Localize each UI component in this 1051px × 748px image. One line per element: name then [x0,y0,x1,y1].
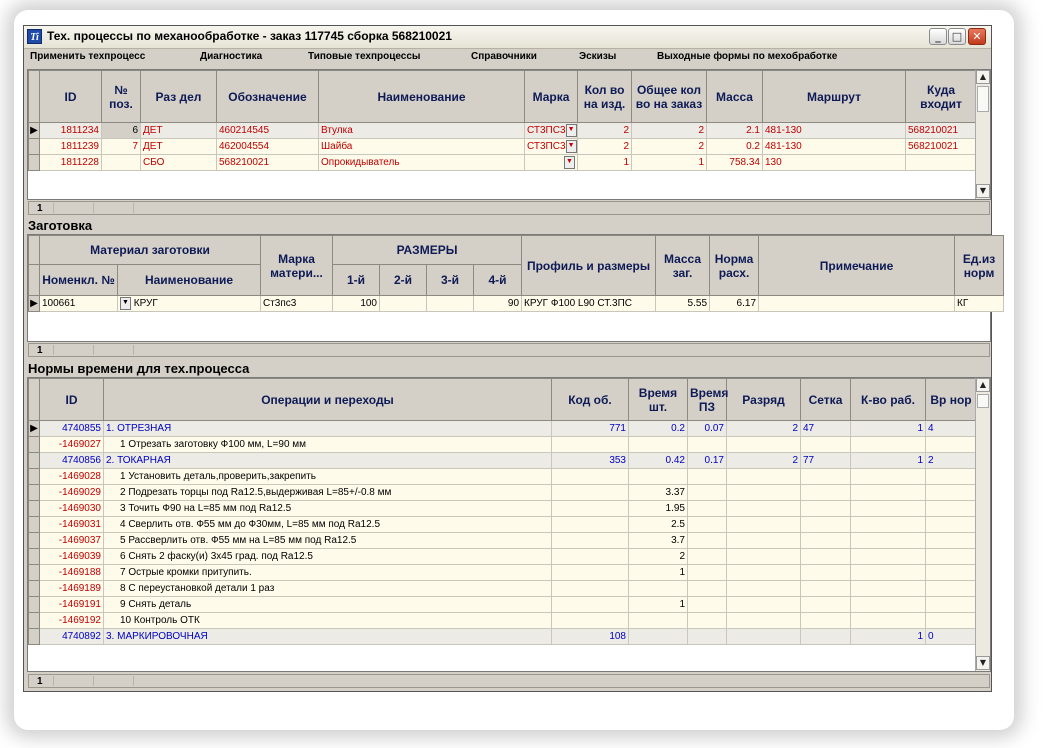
scroll-thumb[interactable] [977,86,989,112]
scroll-down-icon[interactable]: ▼ [976,184,990,198]
table-row[interactable] [29,549,977,565]
close-button[interactable]: ✕ [968,28,986,45]
op-name[interactable]: 6 Снять 2 фаску(и) 3х45 град. под Ra12.5 [104,549,552,565]
op-workers[interactable] [851,517,926,533]
op-id[interactable]: -1469028 [40,469,104,485]
part-pos[interactable] [102,155,141,171]
op-id[interactable]: 4740856 [40,453,104,469]
norms-navigator[interactable] [28,674,990,688]
col-unit[interactable]: Ед.из норм [955,236,1004,296]
blank-size-2[interactable] [380,296,427,312]
parts-scrollbar[interactable] [975,70,990,199]
menu-apply-process[interactable]: Применить техпроцесс [30,51,146,62]
op-extra[interactable] [926,581,977,597]
op-name[interactable]: 3. МАРКИРОВОЧНАЯ [104,629,552,645]
op-id[interactable]: -1469039 [40,549,104,565]
op-grade[interactable] [727,549,801,565]
part-mass[interactable]: 758.34 [707,155,763,171]
op-code[interactable] [552,597,629,613]
col-pos[interactable]: № поз. [102,71,141,123]
op-workers[interactable] [851,581,926,597]
col-size-3[interactable]: 3-й [427,265,474,296]
table-row[interactable] [29,437,977,453]
col-size-1[interactable]: 1-й [333,265,380,296]
op-code[interactable]: 108 [552,629,629,645]
op-grid[interactable] [801,629,851,645]
blank-name[interactable] [118,296,261,312]
part-qty-per[interactable]: 2 [578,139,632,155]
menu-bar [24,49,991,66]
blank-mass[interactable]: 5.55 [656,296,710,312]
part-designation[interactable]: 460214545 [217,123,319,139]
op-extra[interactable] [926,597,977,613]
col-workers[interactable]: К-во раб. [851,379,926,421]
op-name[interactable]: 4 Сверлить отв. Ф55 мм до Ф30мм, L=85 мм под Ra12.5 [104,517,552,533]
table-row[interactable] [29,453,977,469]
col-blank-name[interactable]: Наименование [118,265,261,296]
op-time-pc[interactable] [629,629,688,645]
op-grid[interactable]: 77 [801,453,851,469]
op-grid[interactable] [801,533,851,549]
part-id[interactable]: 1811239 [40,139,102,155]
part-mark-value: СТ3ПС3 [527,141,566,152]
op-time-pc[interactable]: 3.7 [629,533,688,549]
op-name[interactable]: 2. ТОКАРНАЯ [104,453,552,469]
col-id[interactable]: ID [40,71,102,123]
col-route[interactable]: Маршрут [763,71,906,123]
op-time-pz[interactable] [688,501,727,517]
blank-size-3[interactable] [427,296,474,312]
parts-navigator[interactable] [28,201,990,215]
col-qty-total[interactable]: Общее кол во на заказ [632,71,707,123]
blank-note[interactable] [759,296,955,312]
norms-scrollbar[interactable] [975,378,990,671]
blank-size-4[interactable]: 90 [474,296,522,312]
op-name[interactable]: 10 Контроль ОТК [104,613,552,629]
col-size-4[interactable]: 4-й [474,265,522,296]
col-nomencl[interactable]: Номенкл. № [40,265,118,296]
row-pointer-icon: ▶ [29,296,40,312]
blank-navigator[interactable] [28,343,990,357]
op-time-pc[interactable] [629,437,688,453]
op-extra[interactable] [926,565,977,581]
op-workers[interactable] [851,533,926,549]
op-id[interactable]: -1469037 [40,533,104,549]
blank-nomencl[interactable] [40,296,118,312]
op-workers[interactable] [851,597,926,613]
blank-norm[interactable]: 6.17 [710,296,759,312]
op-grid[interactable] [801,485,851,501]
part-id[interactable]: 1811228 [40,155,102,171]
table-row[interactable] [29,629,977,645]
op-grid[interactable] [801,597,851,613]
part-qty-total[interactable]: 2 [632,123,707,139]
dropdown-arrow-icon[interactable]: ▼ [566,124,577,137]
op-time-pc[interactable]: 0.2 [629,421,688,437]
table-row[interactable] [29,597,977,613]
col-time-pz[interactable]: Время ПЗ [688,379,727,421]
menu-output-forms[interactable]: Выходные формы по мехобработке [657,51,838,62]
scroll-up-icon[interactable]: ▲ [976,378,990,392]
op-time-pz[interactable] [688,549,727,565]
col-material[interactable]: Материал заготовки [40,236,261,265]
op-grade[interactable] [727,437,801,453]
op-time-pc[interactable] [629,581,688,597]
op-extra[interactable] [926,501,977,517]
blank-section-title: Заготовка [28,218,93,233]
col-blank-mass[interactable]: Масса заг. [656,236,710,296]
op-grade[interactable] [727,597,801,613]
op-id[interactable]: -1469192 [40,613,104,629]
op-time-pc[interactable]: 2.5 [629,517,688,533]
part-section[interactable]: ДЕТ [141,123,217,139]
op-extra[interactable] [926,437,977,453]
op-grid[interactable] [801,565,851,581]
table-row[interactable] [29,155,977,171]
scroll-thumb[interactable] [977,394,989,408]
part-name[interactable]: Опрокидыватель [319,155,525,171]
op-code[interactable] [552,549,629,565]
col-mark[interactable]: Марка [525,71,578,123]
part-mark[interactable] [525,139,578,155]
op-extra[interactable] [926,549,977,565]
dropdown-arrow-icon[interactable]: ▼ [120,297,131,310]
op-time-pz[interactable] [688,581,727,597]
op-code[interactable]: 353 [552,453,629,469]
op-workers[interactable] [851,613,926,629]
op-workers[interactable] [851,437,926,453]
op-grid[interactable] [801,581,851,597]
op-grade[interactable] [727,581,801,597]
part-route[interactable]: 130 [763,155,906,171]
op-grade[interactable] [727,533,801,549]
col-size-2[interactable]: 2-й [380,265,427,296]
col-designation[interactable]: Обозначение [217,71,319,123]
op-grade[interactable] [727,629,801,645]
menu-diagnostics[interactable]: Диагностика [200,51,263,62]
part-section[interactable]: СБО [141,155,217,171]
dropdown-arrow-icon[interactable]: ▼ [564,156,575,169]
op-name[interactable]: 8 С переустановкой детали 1 раз [104,581,552,597]
row-pointer-icon: ▶ [29,123,40,139]
op-id[interactable]: -1469027 [40,437,104,453]
page-number: 1 [37,203,43,214]
op-time-pc[interactable]: 2 [629,549,688,565]
op-name[interactable]: 5 Рассверлить отв. Ф55 мм на L=85 мм под Ra12.5 [104,533,552,549]
op-time-pc[interactable]: 0.42 [629,453,688,469]
col-name[interactable]: Наименование [319,71,525,123]
op-code[interactable] [552,501,629,517]
table-row[interactable] [29,139,977,155]
op-time-pc[interactable]: 1 [629,565,688,581]
col-note[interactable]: Примечание [759,236,955,296]
op-code[interactable]: 771 [552,421,629,437]
part-qty-per[interactable]: 2 [578,123,632,139]
page-number: 1 [37,676,43,687]
op-code[interactable] [552,437,629,453]
op-name[interactable]: 1. ОТРЕЗНАЯ [104,421,552,437]
op-grade[interactable]: 2 [727,421,801,437]
op-name[interactable]: 7 Острые кромки притупить. [104,565,552,581]
part-mass[interactable]: 0.2 [707,139,763,155]
part-dest[interactable]: 568210021 [906,123,977,139]
blank-nomencl-value: 100661 [42,298,76,309]
op-time-pc[interactable] [629,613,688,629]
app-icon[interactable]: Ti [27,29,42,44]
part-pos[interactable]: 7 [102,139,141,155]
col-operations[interactable]: Операции и переходы [104,379,552,421]
op-extra[interactable] [926,613,977,629]
part-designation[interactable]: 462004554 [217,139,319,155]
op-extra[interactable] [926,469,977,485]
col-material-mark[interactable]: Марка матери... [261,236,333,296]
part-id[interactable]: 1811234 [40,123,102,139]
op-grade[interactable]: 2 [727,453,801,469]
norms-section-title: Нормы времени для тех.процесса [28,361,250,376]
op-time-pz[interactable] [688,597,727,613]
blank-grid [27,234,996,342]
part-name[interactable]: Шайба [319,139,525,155]
op-workers[interactable] [851,501,926,517]
op-grade[interactable] [727,501,801,517]
table-row[interactable] [29,613,977,629]
op-time-pz[interactable] [688,517,727,533]
parts-grid [27,69,991,200]
part-mark[interactable] [525,123,578,139]
op-extra[interactable]: 4 [926,421,977,437]
op-id[interactable]: -1469188 [40,565,104,581]
op-name[interactable]: 1 Отрезать заготовку Ф100 мм, L=90 мм [104,437,552,453]
op-time-pz[interactable] [688,437,727,453]
part-dest[interactable]: 568210021 [906,139,977,155]
op-id[interactable]: -1469029 [40,485,104,501]
table-row[interactable] [29,501,977,517]
col-grade[interactable]: Разряд [727,379,801,421]
blank-name-value: КРУГ [133,298,158,309]
op-code[interactable] [552,581,629,597]
col-section[interactable]: Раз дел [141,71,217,123]
norms-body [29,421,977,645]
op-time-pc[interactable]: 3.37 [629,485,688,501]
blank-unit[interactable]: КГ [955,296,1004,312]
op-workers[interactable] [851,549,926,565]
op-time-pc[interactable] [629,469,688,485]
op-time-pc[interactable]: 1 [629,597,688,613]
col-mass[interactable]: Масса [707,71,763,123]
table-row[interactable] [29,533,977,549]
col-profile[interactable]: Профиль и размеры [522,236,656,296]
blank-size-1[interactable]: 100 [333,296,380,312]
op-time-pz[interactable] [688,629,727,645]
op-extra[interactable]: 2 [926,453,977,469]
page-number: 1 [37,345,43,356]
op-name[interactable]: 1 Установить деталь,проверить,закрепить [104,469,552,485]
blank-profile[interactable]: КРУГ Ф100 L90 СТ.3ПС [522,296,656,312]
op-id[interactable]: 4740892 [40,629,104,645]
op-grid[interactable] [801,517,851,533]
op-extra[interactable] [926,485,977,501]
op-time-pc[interactable]: 1.95 [629,501,688,517]
table-row[interactable] [29,565,977,581]
op-grid[interactable] [801,437,851,453]
col-sizes[interactable]: РАЗМЕРЫ [333,236,522,265]
col-grid[interactable]: Сетка [801,379,851,421]
part-mark-value: СТ3ПС3 [527,125,566,136]
norms-table [28,378,977,645]
op-workers[interactable]: 1 [851,629,926,645]
op-workers[interactable]: 1 [851,453,926,469]
op-code[interactable] [552,485,629,501]
part-name[interactable]: Втулка [319,123,525,139]
op-grid[interactable] [801,469,851,485]
op-time-pz[interactable] [688,533,727,549]
table-row[interactable] [29,296,1004,312]
norms-grid [27,377,991,672]
op-name[interactable]: 2 Подрезать торцы под Ra12.5,выдерживая L=85+/-0.8 мм [104,485,552,501]
part-route[interactable]: 481-130 [763,139,906,155]
op-workers[interactable] [851,469,926,485]
op-grade[interactable] [727,613,801,629]
parts-table [28,70,977,171]
op-extra[interactable]: 0 [926,629,977,645]
menu-typical-processes[interactable]: Типовые техпроцессы [308,51,421,62]
part-pos[interactable]: 6 [102,123,141,139]
op-code[interactable] [552,613,629,629]
window-title: Тех. процессы по механообработке - заказ 117745 сборка 568210021 [47,29,452,43]
table-row[interactable] [29,421,977,437]
part-qty-total[interactable]: 2 [632,139,707,155]
op-grid[interactable] [801,613,851,629]
op-workers[interactable]: 1 [851,421,926,437]
op-time-pz[interactable] [688,469,727,485]
dropdown-arrow-icon[interactable]: ▼ [566,140,577,153]
row-pointer-icon: ▶ [29,421,40,437]
part-qty-total[interactable]: 1 [632,155,707,171]
op-time-pz[interactable] [688,613,727,629]
op-code[interactable] [552,469,629,485]
menu-references[interactable]: Справочники [471,51,537,62]
blank-mark[interactable]: Ст3пс3 [261,296,333,312]
scroll-down-icon[interactable]: ▼ [976,656,990,670]
part-dest[interactable] [906,155,977,171]
op-id[interactable]: 4740855 [40,421,104,437]
title-bar[interactable] [24,26,991,49]
blank-table [28,235,1004,312]
op-grade[interactable] [727,485,801,501]
op-name[interactable]: 3 Точить Ф90 на L=85 мм под Ra12.5 [104,501,552,517]
op-id[interactable]: -1469189 [40,581,104,597]
op-grade[interactable] [727,517,801,533]
op-grade[interactable] [727,469,801,485]
part-mass[interactable]: 2.1 [707,123,763,139]
table-row[interactable] [29,517,977,533]
op-code[interactable] [552,517,629,533]
table-row[interactable] [29,485,977,501]
op-time-pz[interactable]: 0.17 [688,453,727,469]
col-time-pc[interactable]: Время шт. [629,379,688,421]
maximize-button[interactable]: □ [948,28,966,45]
part-designation[interactable]: 568210021 [217,155,319,171]
scroll-up-icon[interactable]: ▲ [976,70,990,84]
op-id[interactable]: -1469030 [40,501,104,517]
col-norm[interactable]: Норма расх. [710,236,759,296]
col-qty-per[interactable]: Кол во на изд. [578,71,632,123]
minimize-button[interactable]: _ [929,28,947,45]
op-time-pz[interactable] [688,485,727,501]
part-route[interactable]: 481-130 [763,123,906,139]
op-grid[interactable]: 47 [801,421,851,437]
op-grade[interactable] [727,565,801,581]
op-workers[interactable] [851,485,926,501]
menu-sketches[interactable]: Эскизы [579,51,617,62]
table-row[interactable] [29,123,977,139]
table-row[interactable] [29,469,977,485]
op-name[interactable]: 9 Снять деталь [104,597,552,613]
main-window [23,25,996,692]
op-grid[interactable] [801,549,851,565]
op-time-pz[interactable]: 0.07 [688,421,727,437]
part-qty-per[interactable]: 1 [578,155,632,171]
col-dest[interactable]: Куда входит [906,71,977,123]
op-code[interactable] [552,533,629,549]
table-row[interactable] [29,581,977,597]
op-code[interactable] [552,565,629,581]
part-mark[interactable] [525,155,578,171]
op-id[interactable]: -1469031 [40,517,104,533]
part-section[interactable]: ДЕТ [141,139,217,155]
op-id[interactable]: -1469191 [40,597,104,613]
op-grid[interactable] [801,501,851,517]
col-code[interactable]: Код об. [552,379,629,421]
op-workers[interactable] [851,565,926,581]
col-extra[interactable]: Вр нор [926,379,977,421]
col-op-id[interactable]: ID [40,379,104,421]
op-extra[interactable] [926,517,977,533]
op-extra[interactable] [926,533,977,549]
op-time-pz[interactable] [688,565,727,581]
